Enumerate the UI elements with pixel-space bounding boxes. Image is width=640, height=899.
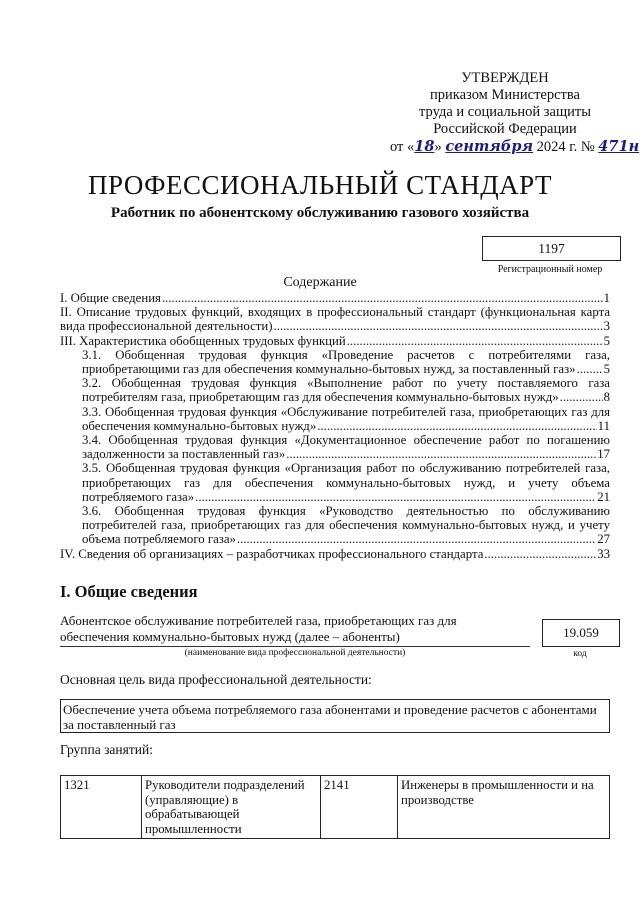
activity-code-box: 19.059 — [542, 619, 620, 647]
toc-entry[interactable]: 3.5. Обобщенная трудовая функция «Организация работ по обслуживанию потребителей газа, приобретающих газ для обеспечения коммунально-бытовых нужд, и учету объема потребляемого газа» ..... 21 — [82, 461, 610, 504]
toc-title: Содержание — [283, 275, 357, 290]
goal-label: Основная цель вида профессиональной деятельности: — [60, 672, 372, 687]
registration-number-box: 1197 — [482, 236, 621, 261]
approval-day: 18 — [414, 138, 435, 155]
toc-entry[interactable]: IV. Сведения об организациях – разработчиках профессионального стандарта ..... 33 — [60, 547, 610, 561]
approval-order-number: 471н — [598, 138, 640, 155]
toc-entry[interactable]: 3.6. Обобщенная трудовая функция «Руководство деятельностью по обслуживанию потребителей газа, приобретающих газ для обеспечения коммунально-бытовых нужд, и учету объема потребляемого газа» ..... 27 — [82, 504, 610, 547]
document-subtitle: Работник по абонентскому обслуживанию газового хозяйства — [110, 205, 530, 221]
occupation-code: 2141 — [321, 776, 398, 839]
occupation-code: 1321 — [61, 776, 142, 839]
occupation-name: Руководители подразделений (управляющие) в обрабатывающей промышленности — [142, 776, 321, 839]
approval-month: сентября — [445, 138, 534, 155]
toc-entry[interactable]: 3.4. Обобщенная трудовая функция «Документационное обеспечение работ по погашению задолженности за поставленный газ» ..... 17 — [82, 433, 610, 461]
activity-code-label: код — [573, 649, 587, 659]
document-title: ПРОФЕССИОНАЛЬНЫЙ СТАНДАРТ — [87, 170, 553, 200]
registration-number-label: Регистрационный номер — [497, 264, 603, 275]
approval-line: труда и социальной защиты — [419, 104, 591, 120]
table-of-contents — [60, 291, 610, 561]
toc-entry[interactable]: II. Описание трудовых функций, входящих в профессиональный стандарт (функциональная карта вида профессиональной деятельности) ..... 3 — [60, 305, 610, 333]
occupation-group-label: Группа занятий: — [60, 742, 153, 757]
approval-line: Российской Федерации — [433, 121, 577, 137]
table-row — [61, 776, 610, 839]
occupation-group-table — [60, 775, 610, 839]
toc-entry[interactable]: III. Характеристика обобщенных трудовых функций ..... 5 — [60, 334, 610, 348]
activity-kind-underline — [60, 646, 530, 647]
approval-title: УТВЕРЖДЕН — [461, 70, 549, 86]
activity-kind: Абонентское обслуживание потребителей газа, приобретающих газ для обеспечения коммунально-бытовых нужд (далее – абоненты) — [60, 613, 457, 644]
toc-entry[interactable]: 3.3. Обобщенная трудовая функция «Обслуживание потребителей газа, приобретающих газ для обеспечения коммунально-бытовых нужд» ..... 11 — [82, 405, 610, 433]
toc-entry[interactable]: I. Общие сведения ..... 1 — [60, 291, 610, 305]
goal-box: Обеспечение учета объема потребляемого газа абонентами и проведение расчетов с абонентами за поставленный газ — [60, 699, 610, 733]
approval-date: от «18» сентября 2024 г. № 471н — [390, 138, 640, 155]
activity-kind-label: (наименование вида профессиональной деятельности) — [184, 648, 406, 658]
toc-entry[interactable]: 3.1. Обобщенная трудовая функция «Проведение расчетов с потребителями газа, приобретающими газ для обеспечения коммунально-бытовых нужд, за поставленный газ» ..... 5 — [82, 348, 610, 376]
toc-entry[interactable]: 3.2. Обобщенная трудовая функция «Выполнение работ по учету поставляемого газа потребителям газа, приобретающим газ для обеспечения коммунально-бытовых нужд» ..... 8 — [82, 376, 610, 404]
occupation-name: Инженеры в промышленности и на производстве — [398, 776, 610, 839]
approval-block — [390, 70, 640, 156]
section-heading: I. Общие сведения — [60, 582, 198, 601]
approval-line: приказом Министерства — [430, 87, 580, 103]
